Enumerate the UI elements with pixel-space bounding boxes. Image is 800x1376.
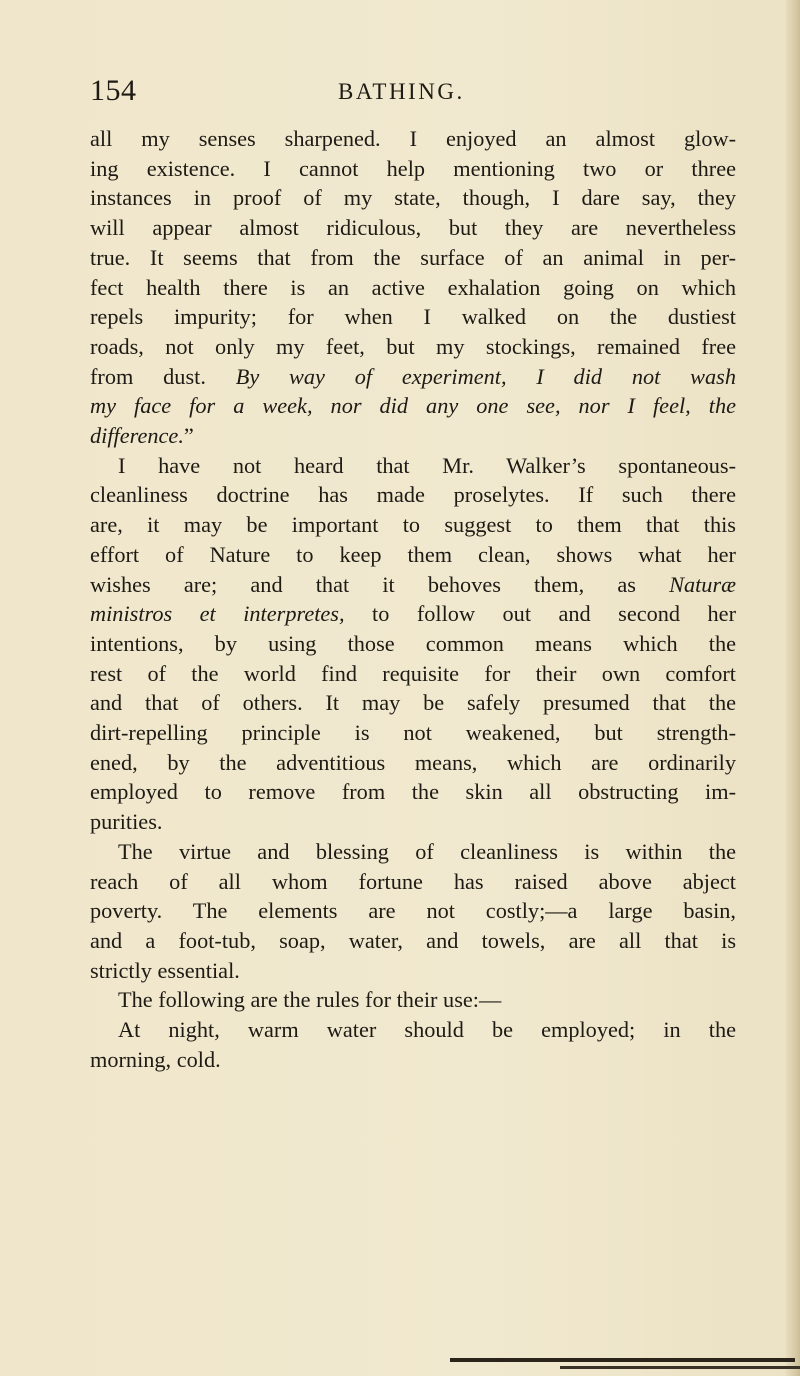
page-number: 154 (90, 74, 137, 107)
text-line: strictly essential. (90, 957, 240, 983)
italic-quote: By way of experiment, I did not wash (235, 363, 736, 389)
latin-phrase: ministros et interpretes, (90, 601, 345, 627)
text-line: dirt-repelling principle is not weakened, but strength- (90, 720, 736, 746)
text-line: fect health there is an active exhalation going on which (90, 274, 736, 300)
text-line: intentions, by using those common means which the (90, 630, 736, 656)
page-bottom-edge (450, 1358, 795, 1362)
text-line: ministros et interpretes, to follow out and second her (90, 601, 736, 627)
paragraph-start: At night, warm water should be employed; in the (118, 1017, 736, 1043)
paragraph-start: The virtue and blessing of cleanliness is within the (118, 838, 736, 864)
running-head: BATHING. (338, 79, 465, 104)
paragraph-start: I have not heard that Mr. Walker’s spontaneous- (118, 452, 736, 478)
text-line: cleanliness doctrine has made proselytes. If such there (90, 482, 736, 508)
text-line: will appear almost ridiculous, but they are nevertheless (90, 215, 736, 241)
text-line: morning, cold. (90, 1046, 221, 1072)
text-line: and that of others. It may be safely presumed that the (90, 690, 736, 716)
italic-quote: difference. (90, 423, 184, 449)
text-line: instances in proof of my state, though, I dare say, they (90, 185, 736, 211)
text-line: ing existence. I cannot help mentioning two or three (90, 155, 736, 181)
page-edge (786, 0, 800, 1376)
paragraph-start: The following are the rules for their use:— (118, 987, 502, 1013)
text-line: all my senses sharpened. I enjoyed an almost glow- (90, 126, 736, 151)
text-line: reach of all whom fortune has raised above abject (90, 868, 736, 894)
text-line: effort of Nature to keep them clean, shows what her (90, 541, 736, 567)
text-line: poverty. The elements are not costly;—a large basin, (90, 898, 736, 924)
text-line: purities. (90, 809, 163, 835)
page-header (90, 74, 730, 114)
text-line: wishes are; and that it behoves them, as Naturæ (90, 571, 736, 597)
text-line: are, it may be important to suggest to them that this (90, 512, 736, 538)
text-line: employed to remove from the skin all obstructing im- (90, 779, 736, 805)
italic-quote: my face for a week, nor did any one see, nor I feel, the (90, 393, 736, 419)
text-line: roads, not only my feet, but my stockings, remained free (90, 333, 736, 359)
page-bottom-edge-shadow (560, 1366, 800, 1369)
latin-phrase: Naturæ (669, 571, 736, 597)
text-line: from dust. By way of experiment, I did not wash (90, 363, 736, 389)
text-line: rest of the world find requisite for their own comfort (90, 660, 736, 686)
text-line: and a foot-tub, soap, water, and towels, are all that is (90, 927, 736, 953)
text-line: true. It seems that from the surface of an animal in per- (90, 244, 736, 270)
text-line: ened, by the adventitious means, which are ordinarily (90, 749, 736, 775)
text-line: difference.” (90, 423, 194, 449)
text-line: repels impurity; for when I walked on the dustiest (90, 304, 736, 330)
text-line (90, 391, 736, 421)
body-text (90, 124, 736, 1075)
